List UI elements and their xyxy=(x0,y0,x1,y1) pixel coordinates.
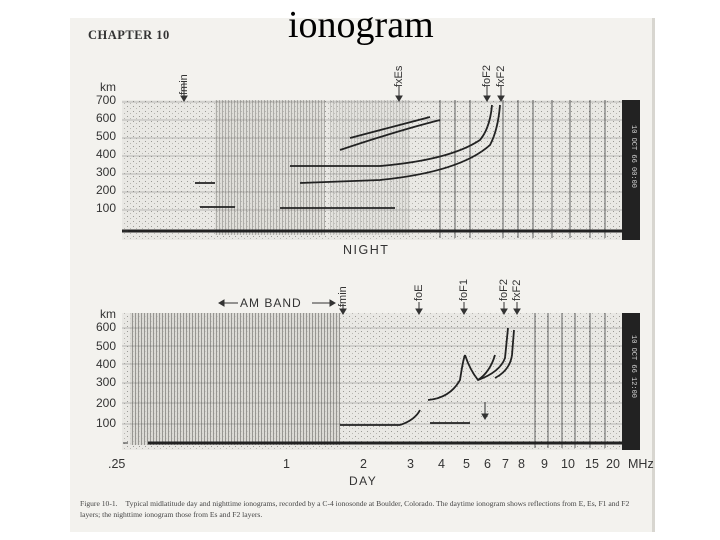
day-km-unit: km xyxy=(100,307,116,321)
x-tick-label: 5 xyxy=(463,457,470,471)
day-height-label: 200 xyxy=(95,396,116,410)
night-height-label: 600 xyxy=(95,111,116,125)
night-height-label: 700 xyxy=(95,93,116,107)
x-unit-label: MHz xyxy=(628,457,654,471)
x-tick-label: 1 xyxy=(283,457,290,471)
am-band-label: AM BAND xyxy=(240,296,302,310)
day-ionogram-panel xyxy=(122,313,640,450)
night-height-label: 200 xyxy=(95,183,116,197)
day-height-label: 100 xyxy=(95,416,116,430)
chapter-heading: CHAPTER 10 xyxy=(88,28,170,42)
night-height-label: 500 xyxy=(95,129,116,143)
caption-number: Figure 10-1. xyxy=(80,499,118,508)
night-label: NIGHT xyxy=(343,243,390,257)
day-height-label: 600 xyxy=(95,320,116,334)
night-km-unit: km xyxy=(100,80,116,94)
day-height-label: 500 xyxy=(95,339,116,353)
night-height-label: 100 xyxy=(95,201,116,215)
x-axis-label: DAY xyxy=(349,474,378,488)
x-tick-label: 7 xyxy=(502,457,509,471)
night-height-label: 400 xyxy=(95,147,116,161)
night-height-label: 300 xyxy=(95,165,116,179)
x-tick-label: 3 xyxy=(407,457,414,471)
x-tick-label: 8 xyxy=(518,457,525,471)
x-tick-label: 15 xyxy=(585,457,599,471)
x-tick-label: .25 xyxy=(108,457,126,471)
slide-title: ionogram xyxy=(288,4,434,46)
caption-text: Typical midlatitude day and nighttime ionograms, recorded by a C-4 ionosonde at Boulder, Colorado. The daytime ionogram shows reflections from E, Es, F1 and F2 layers; the nighttime ionogram those from Es and F2 layers. xyxy=(80,499,630,519)
night-ionogram-panel xyxy=(122,100,640,240)
x-tick-label: 9 xyxy=(541,457,548,471)
day-side-stamp: 10 OCT 66 12:00 xyxy=(629,335,637,399)
night-side-stamp: 10 OCT 66 00:00 xyxy=(629,125,637,189)
x-tick-label: 20 xyxy=(606,457,620,471)
x-tick-label: 2 xyxy=(360,457,367,471)
day-height-label: 400 xyxy=(95,357,116,371)
x-tick-label: 4 xyxy=(438,457,445,471)
x-tick-label: 6 xyxy=(484,457,491,471)
x-tick-label: 10 xyxy=(561,457,575,471)
day-height-label: 300 xyxy=(95,375,116,389)
